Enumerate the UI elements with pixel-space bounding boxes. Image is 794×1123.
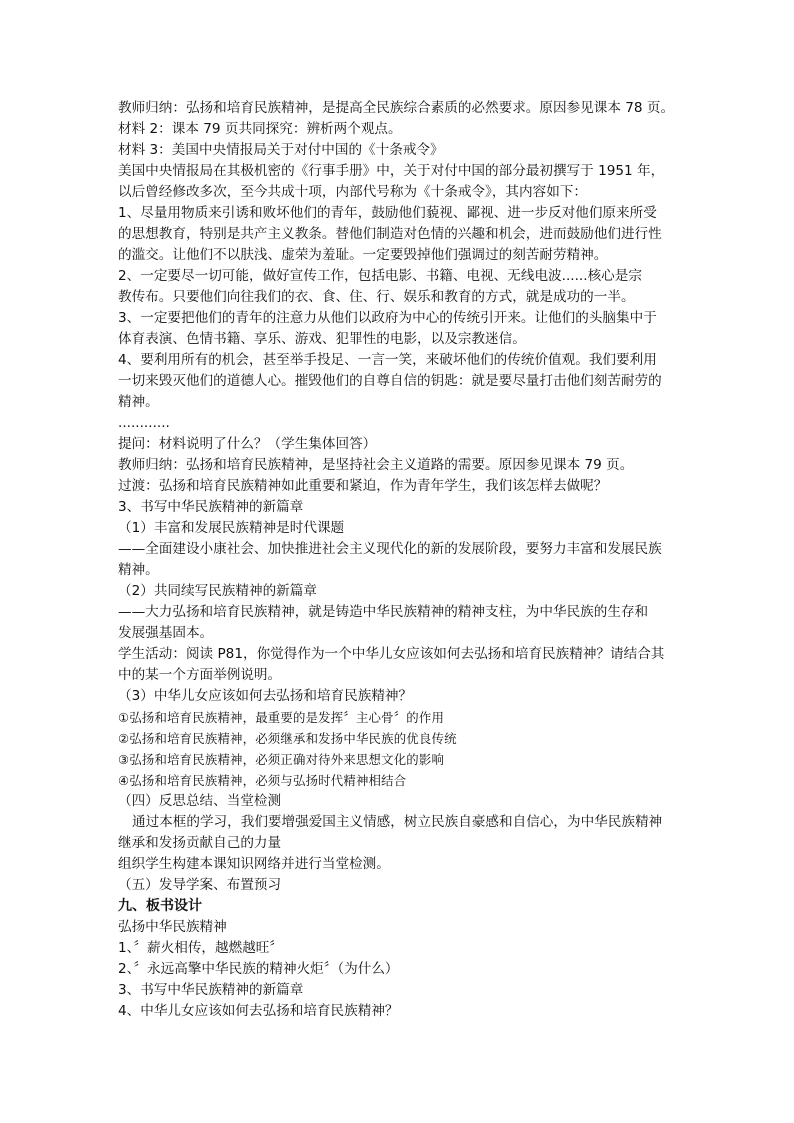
- text-line: 通过本框的学习，我们要增强爱国主义情感，树立民族自豪感和自信心，为中华民族精神: [132, 814, 663, 830]
- text-line: 材料 2：课本 79 页共同探究：辨析两个观点。: [118, 121, 402, 137]
- text-line: ——全面建设小康社会、加快推进社会主义现代化的新的发展阶段，要努力丰富和发展民族: [118, 541, 662, 557]
- text-line: 过渡：弘扬和培育民族精神如此重要和紧迫，作为青年学生，我们该怎样去做呢？: [118, 478, 608, 494]
- text-line: （3）中华儿女应该如何去弘扬和培育民族精神？: [118, 688, 413, 704]
- text-line: 4、要利用所有的机会，甚至举手投足、一言一笑，来破坏他们的传统价值观。我们要利用: [118, 352, 657, 368]
- text-line: ——大力弘扬和培育民族精神，就是铸造中华民族精神的精神支柱，为中华民族的生存和: [118, 604, 649, 620]
- text-line: 精神。: [118, 394, 159, 410]
- text-line: （五）发导学案、布置预习: [118, 877, 282, 893]
- text-line: ①弘扬和培育民族精神，最重要的是发挥〞主心骨〞的作用: [118, 710, 445, 725]
- text-line: ④弘扬和培育民族精神，必须与弘扬时代精神相结合: [118, 773, 407, 788]
- text-line: 3、书写中华民族精神的新篇章: [118, 499, 304, 515]
- text-line: ③弘扬和培育民族精神，必须正确对待外来思想文化的影响: [118, 752, 445, 767]
- text-line: 中的某一个方面举例说明。: [118, 667, 282, 683]
- text-line: 的思想教育，特别是共产主义教条。替他们制造对色情的兴趣和机会，进而鼓励他们进行性: [118, 226, 662, 242]
- text-line: ............: [118, 415, 170, 431]
- text-line: 教师归纳：弘扬和培育民族精神，是提高全民族综合素质的必然要求。原因参见课本 78 页。: [118, 100, 675, 116]
- text-line: 发展强基固本。: [118, 625, 214, 641]
- text-line: 教师归纳：弘扬和培育民族精神，是坚持社会主义道路的需要。原因参见课本 79 页。: [118, 457, 634, 473]
- text-line: 美国中央情报局在其极机密的《行事手册》中，关于对付中国的部分最初撰写于 1951 年，: [118, 163, 665, 179]
- text-line: 3、一定要把他们的青年的注意力从他们以政府为中心的传统引开来。让他们的头脑集中于: [118, 310, 657, 326]
- text-line: 4、中华儿女应该如何去弘扬和培育民族精神？: [118, 1003, 399, 1019]
- text-line: 弘扬中华民族精神: [118, 919, 227, 935]
- text-line: （2）共同续写民族精神的新篇章: [118, 583, 317, 599]
- text-line: 2、〞永远高擎中华民族的精神火炬〞（为什么）: [118, 961, 399, 977]
- document-body: [118, 98, 734, 1022]
- text-line: ②弘扬和培育民族精神，必须继承和发扬中华民族的优良传统: [118, 731, 457, 746]
- text-line: 继承和发扬贡献自己的力量: [118, 835, 282, 851]
- text-line: 提问：材料说明了什么？（学生集体回答）: [118, 436, 377, 452]
- text-line: 以后曾经修改多次，至今共成十项，内部代号称为《十条戒令》，其内容如下：: [118, 184, 587, 200]
- text-line: 的滥交。让他们不以肤浅、虚荣为羞耻。一定要毁掉他们强调过的刻苦耐劳精神。: [118, 247, 608, 263]
- text-line: 材料 3：美国中央情报局关于对付中国的《十条戒令》: [118, 142, 444, 158]
- text-line: （四）反思总结、当堂检测: [118, 793, 282, 809]
- text-line: 1、尽量用物质来引诱和败坏他们的青年，鼓励他们藐视、鄙视、进一步反对他们原来所受: [118, 205, 657, 221]
- text-line: 精神。: [118, 562, 159, 578]
- text-line: 2、一定要尽一切可能，做好宣传工作，包括电影、书籍、电视、无线电波......核心是宗: [118, 268, 642, 284]
- text-line: 学生活动：阅读 P81，你觉得作为一个中华儿女应该如何去弘扬和培育民族精神？请结合其: [118, 646, 665, 662]
- text-line: 体育表演、色情书籍、享乐、游戏、犯罪性的电影，以及宗教迷信。: [118, 331, 526, 347]
- text-line: 教传布。只要他们向往我们的衣、食、住、行、娱乐和教育的方式，就是成功的一半。: [118, 289, 635, 305]
- text-line: 1、〞薪火相传，越燃越旺〞: [118, 940, 283, 956]
- section-heading: 九、板书设计: [118, 898, 202, 914]
- text-line: 组织学生构建本课知识网络并进行当堂检测。: [118, 856, 390, 872]
- text-line: 3、书写中华民族精神的新篇章: [118, 982, 304, 998]
- text-line: 一切来毁灭他们的道德人心。摧毁他们的自尊自信的钥匙：就是要尽量打击他们刻苦耐劳的: [118, 373, 662, 389]
- text-line: （1）丰富和发展民族精神是时代课题: [118, 520, 345, 536]
